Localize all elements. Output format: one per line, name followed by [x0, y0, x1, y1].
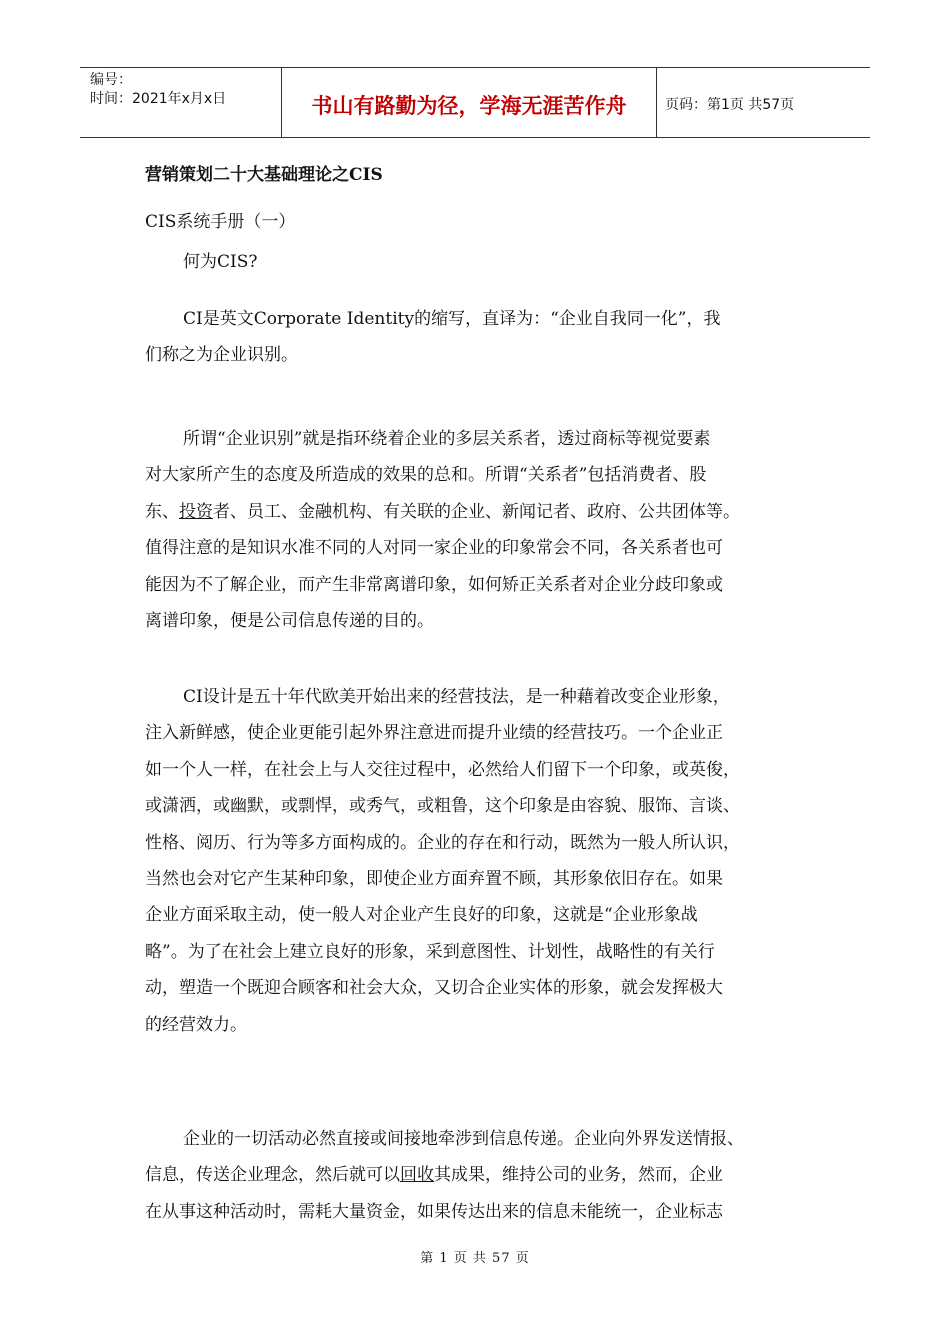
paragraph-4: [145, 1121, 805, 1230]
time-label: 时间：2021年x月x日: [90, 91, 227, 107]
text-run: 者、员工、金融机构、有关联的企业、新闻记者、政府、公共团体等。: [213, 501, 740, 522]
section-question: 何为CIS?: [183, 252, 258, 272]
paragraph-2: [145, 421, 805, 639]
paragraph-line: 能因为不了解企业，而产生非常离谱印象，如何矫正关系者对企业分歧印象或: [145, 574, 723, 595]
text-run: 其成果，维持公司的业务，然而，企业: [434, 1165, 723, 1186]
page-footer: 第 1 页 共 57 页: [420, 1251, 530, 1266]
investment-link[interactable]: 投资: [179, 501, 213, 522]
paragraph-line: 企业的一切活动必然直接或间接地牵涉到信息传递。企业向外界发送情报、: [183, 1129, 744, 1149]
paragraph-line: 性格、阅历、行为等多方面构成的。企业的存在和行动，既然为一般人所认识，: [145, 832, 740, 853]
paragraph-line: 略”。为了在社会上建立良好的形象，采到意图性、计划性，战略性的有关行: [145, 941, 715, 962]
header-motto: 书山有路勤为径，学海无涯苦作舟: [282, 68, 657, 137]
paragraph-line: 离谱印象，便是公司信息传递的目的。: [145, 610, 434, 631]
paragraph-line: 值得注意的是知识水准不同的人对同一家企业的印象常会不同，各关系者也可: [145, 538, 723, 559]
paragraph-line: 企业方面采取主动，使一般人对企业产生良好的印象，这就是“企业形象战: [145, 905, 698, 926]
text-run: 信息，传送企业理念，然后就可以: [145, 1165, 400, 1186]
paragraph-line: 们称之为企业识别。: [145, 345, 298, 366]
paragraph-line: 当然也会对它产生某种印象，即使企业方面弃置不顾，其形象依旧存在。如果: [145, 868, 723, 889]
paragraph-1: [145, 301, 805, 374]
document-title: 营销策划二十大基础理论之CIS: [145, 165, 383, 185]
paragraph-line: [145, 494, 805, 530]
paragraph-line: 或潇洒，或幽默，或剽悍，或秀气，或粗鲁，这个印象是由容貌、服饰、言谈、: [145, 796, 740, 817]
text-run: 东、: [145, 501, 179, 522]
paragraph-line: 动，塑造一个既迎合顾客和社会大众，又切合企业实体的形象，就会发挥极大: [145, 978, 723, 999]
paragraph-line: CI设计是五十年代欧美开始出来的经营技法，是一种藉着改变企业形象，: [183, 687, 730, 707]
paragraph-line: 在从事这种活动时，需耗大量资金，如果传达出来的信息未能统一，企业标志: [145, 1201, 723, 1222]
header-meta: [80, 68, 282, 137]
paragraph-line: 对大家所产生的态度及所造成的效果的总和。所谓“关系者”包括消费者、股: [145, 465, 707, 486]
header-table: [80, 67, 870, 138]
paragraph-line: 所谓“企业识别”就是指环绕着企业的多层关系者，透过商标等视觉要素: [183, 429, 711, 449]
header-page-info: 页码：第1页 共57页: [665, 97, 795, 113]
paragraph-line: [145, 1157, 805, 1193]
paragraph-line: 注入新鲜感，使企业更能引起外界注意进而提升业绩的经营技巧。一个企业正: [145, 723, 723, 744]
paragraph-3: [145, 679, 805, 1043]
number-label: 编号：: [90, 72, 132, 88]
recycle-link[interactable]: 回收: [400, 1165, 434, 1186]
document-subtitle: CIS系统手册（一）: [145, 212, 296, 232]
paragraph-line: 的经营效力。: [145, 1014, 247, 1035]
paragraph-line: CI是英文Corporate Identity的缩写，直译为：“企业自我同一化”，我: [183, 309, 721, 329]
paragraph-line: 如一个人一样，在社会上与人交往过程中，必然给人们留下一个印象，或英俊，: [145, 759, 740, 780]
